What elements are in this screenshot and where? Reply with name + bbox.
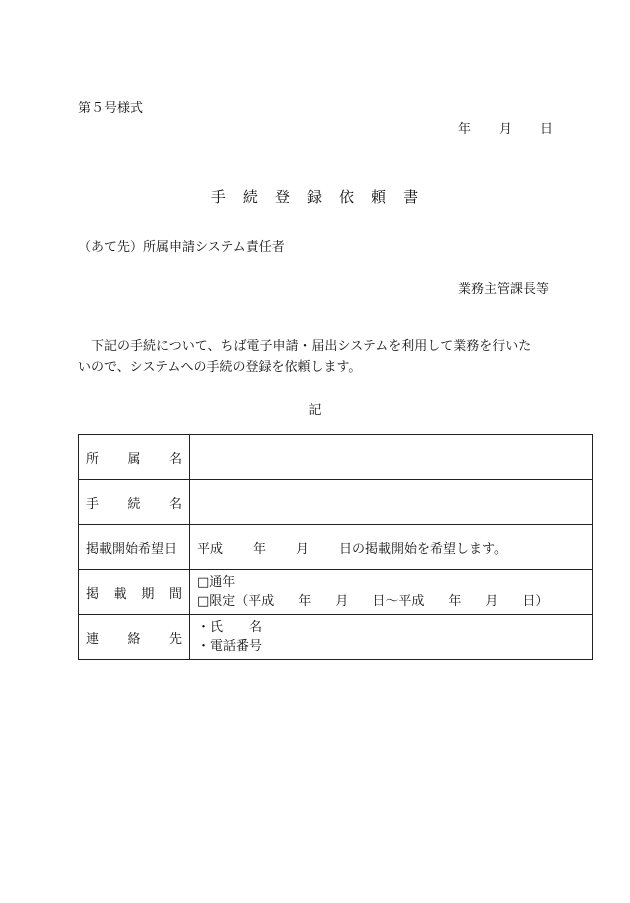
title-char: 手 (210, 188, 227, 206)
contact-value (190, 615, 593, 660)
document-title (0, 186, 630, 207)
title-char: 登 (274, 188, 291, 206)
period-value (190, 570, 593, 615)
title-char: 頼 (371, 188, 388, 206)
ki-heading: 記 (308, 403, 322, 418)
body-text (78, 336, 558, 378)
procedure-label: 手 続 名 (79, 480, 190, 525)
period-label: 掲 載 期 間 (79, 570, 190, 615)
title-char: 書 (403, 188, 420, 206)
contact-label: 連 絡 先 (79, 615, 190, 660)
date-year: 年 (458, 122, 472, 137)
table-row (79, 615, 593, 660)
start-date-value[interactable]: 平成 年 月 日の掲載開始を希望します。 (190, 525, 593, 570)
title-char: 録 (306, 188, 323, 206)
period-option-limited[interactable]: □限定（平成 年 月 日～平成 年 月 日） (197, 594, 549, 609)
title-char: 依 (339, 188, 356, 206)
sender: 業務主管課長等 (458, 282, 550, 297)
body-line-1: 下記の手続について、ちば電子申請・届出システムを利用して業務を行いた (91, 339, 532, 354)
date-month: 月 (499, 122, 513, 137)
affiliation-value[interactable] (190, 435, 593, 480)
date-line (458, 118, 553, 137)
period-option-full-year[interactable]: □通年 (197, 575, 236, 590)
contact-phone-field[interactable]: ・電話番号 (197, 639, 263, 654)
start-date-label: 掲載開始希望日 (79, 525, 190, 570)
table-row (79, 525, 593, 570)
table-row (79, 480, 593, 525)
contact-name-field[interactable]: ・氏 名 (197, 620, 263, 635)
form-number: 第５号様式 (78, 101, 144, 116)
table-row (79, 435, 593, 480)
procedure-value[interactable] (190, 480, 593, 525)
table-row (79, 570, 593, 615)
title-char: 続 (242, 188, 259, 206)
date-day: 日 (540, 122, 554, 137)
request-table (78, 434, 593, 660)
body-line-2: いので、システムへの手続の登録を依頼します。 (78, 360, 362, 375)
affiliation-label: 所 属 名 (79, 435, 190, 480)
addressee: （あて先）所属申請システム責任者 (78, 240, 285, 255)
